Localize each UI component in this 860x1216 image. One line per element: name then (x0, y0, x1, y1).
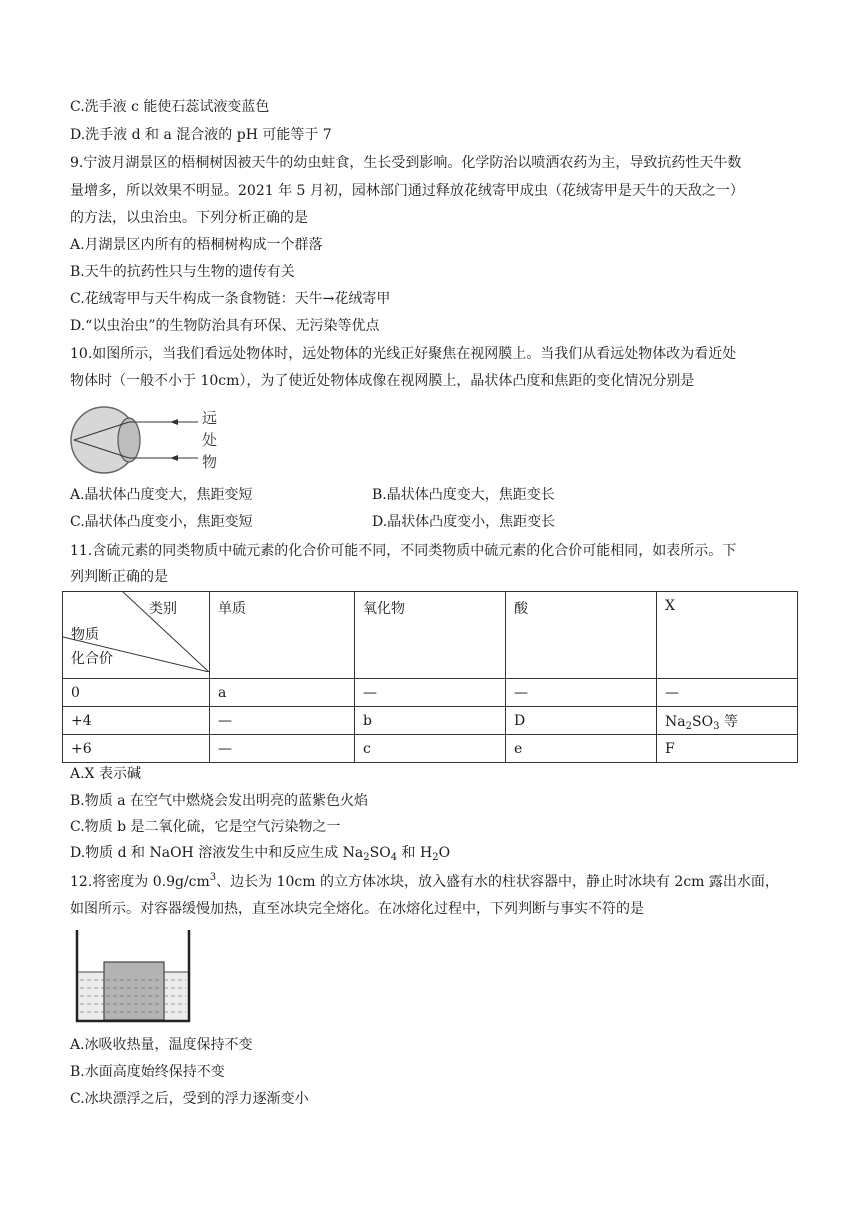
table-cell-valence: 0 (63, 679, 210, 707)
table-cell: — (657, 679, 798, 707)
corner-label-valence: 化合价 (71, 651, 113, 667)
table-cell-valence: +6 (63, 735, 210, 763)
q12-stem-line2: 如图所示。对容器缓慢加热，直至冰块完全熔化。在冰熔化过程中，下列判断与事实不符的是 (70, 901, 644, 917)
table-cell-valence: +4 (63, 707, 210, 735)
corner-label-category: 类别 (149, 601, 177, 617)
table-cell: a (210, 679, 355, 707)
q10-stem-line1: 10.如图所示，当我们看远处物体时，远处物体的光线正好聚焦在视网膜上。当我们从看远处物体改为看近处 (70, 346, 737, 362)
q11-option-b: B.物质 a 在空气中燃烧会发出明亮的蓝紫色火焰 (70, 793, 368, 809)
table-cell: c (355, 735, 506, 763)
table-row (63, 679, 798, 707)
table-cell: — (210, 735, 355, 763)
container-diagram (74, 928, 194, 1024)
table-column-header: 酸 (506, 592, 657, 679)
table-cell: b (355, 707, 506, 735)
q10-option-b: B.晶状体凸度变大，焦距变长 (372, 487, 555, 503)
q8-option-d: D.洗手液 d 和 a 混合液的 pH 可能等于 7 (70, 127, 332, 143)
eye-figure (70, 405, 230, 475)
table-cell: — (210, 707, 355, 735)
table-row (63, 707, 798, 735)
q9-stem-line2: 量增多，所以效果不明显。2021 年 5 月初，园林部门通过释放花绒寄甲成虫（花绒寄甲是天牛的天敌之一） (70, 183, 744, 199)
table-column-header: 氧化物 (355, 592, 506, 679)
q9-stem-line3: 的方法，以虫治虫。下列分析正确的是 (70, 210, 308, 226)
table-column-header: X (657, 592, 798, 679)
table-cell: — (355, 679, 506, 707)
table-header-row (63, 592, 798, 679)
q12-stem-line1: 12.将密度为 $0.9g/cm^3$、边长为 10cm 的立方体冰块，放入盛有水的柱状容器中，静止时冰块有 2cm 露出水面， (70, 872, 779, 890)
q11-option-a: A.X 表示碱 (70, 766, 141, 782)
table-cell-formula: $Na_2SO_3$ 等 (657, 707, 798, 735)
table-row (63, 735, 798, 763)
q9-option-b: B.天牛的抗药性只与生物的遗传有关 (70, 264, 295, 280)
q10-option-d: D.晶状体凸度变小，焦距变长 (372, 514, 556, 530)
ice-container-figure (74, 928, 194, 1024)
eye-label-char: 物 (202, 453, 218, 471)
table-cell: e (506, 735, 657, 763)
eye-label-char: 远 (202, 409, 218, 427)
corner-label-substance: 物质 (71, 627, 99, 643)
table-cell: D (506, 707, 657, 735)
q9-stem-line1: 9.宁波月湖景区的梧桐树因被天牛的幼虫蛀食，生长受到影响。化学防治以喷洒农药为主，导致抗药性天牛数 (70, 155, 742, 171)
table-corner-header (63, 592, 210, 679)
q11-option-c: C.物质 b 是二氧化硫，它是空气污染物之一 (70, 819, 341, 835)
q9-option-d: D.“以虫治虫”的生物防治具有环保、无污染等优点 (70, 318, 380, 334)
table-cell: F (657, 735, 798, 763)
table-cell: — (506, 679, 657, 707)
q9-option-c: C.花绒寄甲与天牛构成一条食物链：天牛→花绒寄甲 (70, 291, 391, 307)
q10-stem-line2: 物体时（一般不小于 10cm），为了使近处物体成像在视网膜上，晶状体凸度和焦距的变化情况分别是 (70, 373, 695, 389)
q12-option-b: B.水面高度始终保持不变 (70, 1064, 225, 1080)
q10-option-a: A.晶状体凸度变大，焦距变短 (70, 487, 253, 503)
q10-option-c: C.晶状体凸度变小，焦距变短 (70, 514, 253, 530)
q9-option-a: A.月湖景区内所有的梧桐树构成一个群落 (70, 237, 323, 253)
table-column-header: 单质 (210, 592, 355, 679)
q11-option-d: D.物质 d 和 NaOH 溶液发生中和反应生成 $Na_2SO_4$ 和 $H_2O$ (70, 845, 451, 863)
q11-stem-line1: 11.含硫元素的同类物质中硫元素的化合价可能不同，不同类物质中硫元素的化合价可能相同，如表所示。下 (70, 543, 737, 559)
q11-stem-line2: 列判断正确的是 (70, 569, 168, 585)
eye-label-char: 处 (202, 431, 218, 449)
q8-option-c: C.洗手液 c 能使石蕊试液变蓝色 (70, 99, 270, 115)
sulfur-valence-table (62, 591, 798, 763)
q12-option-a: A.冰吸收热量，温度保持不变 (70, 1037, 253, 1053)
q12-option-c: C.冰块漂浮之后，受到的浮力逐渐变小 (70, 1091, 309, 1107)
